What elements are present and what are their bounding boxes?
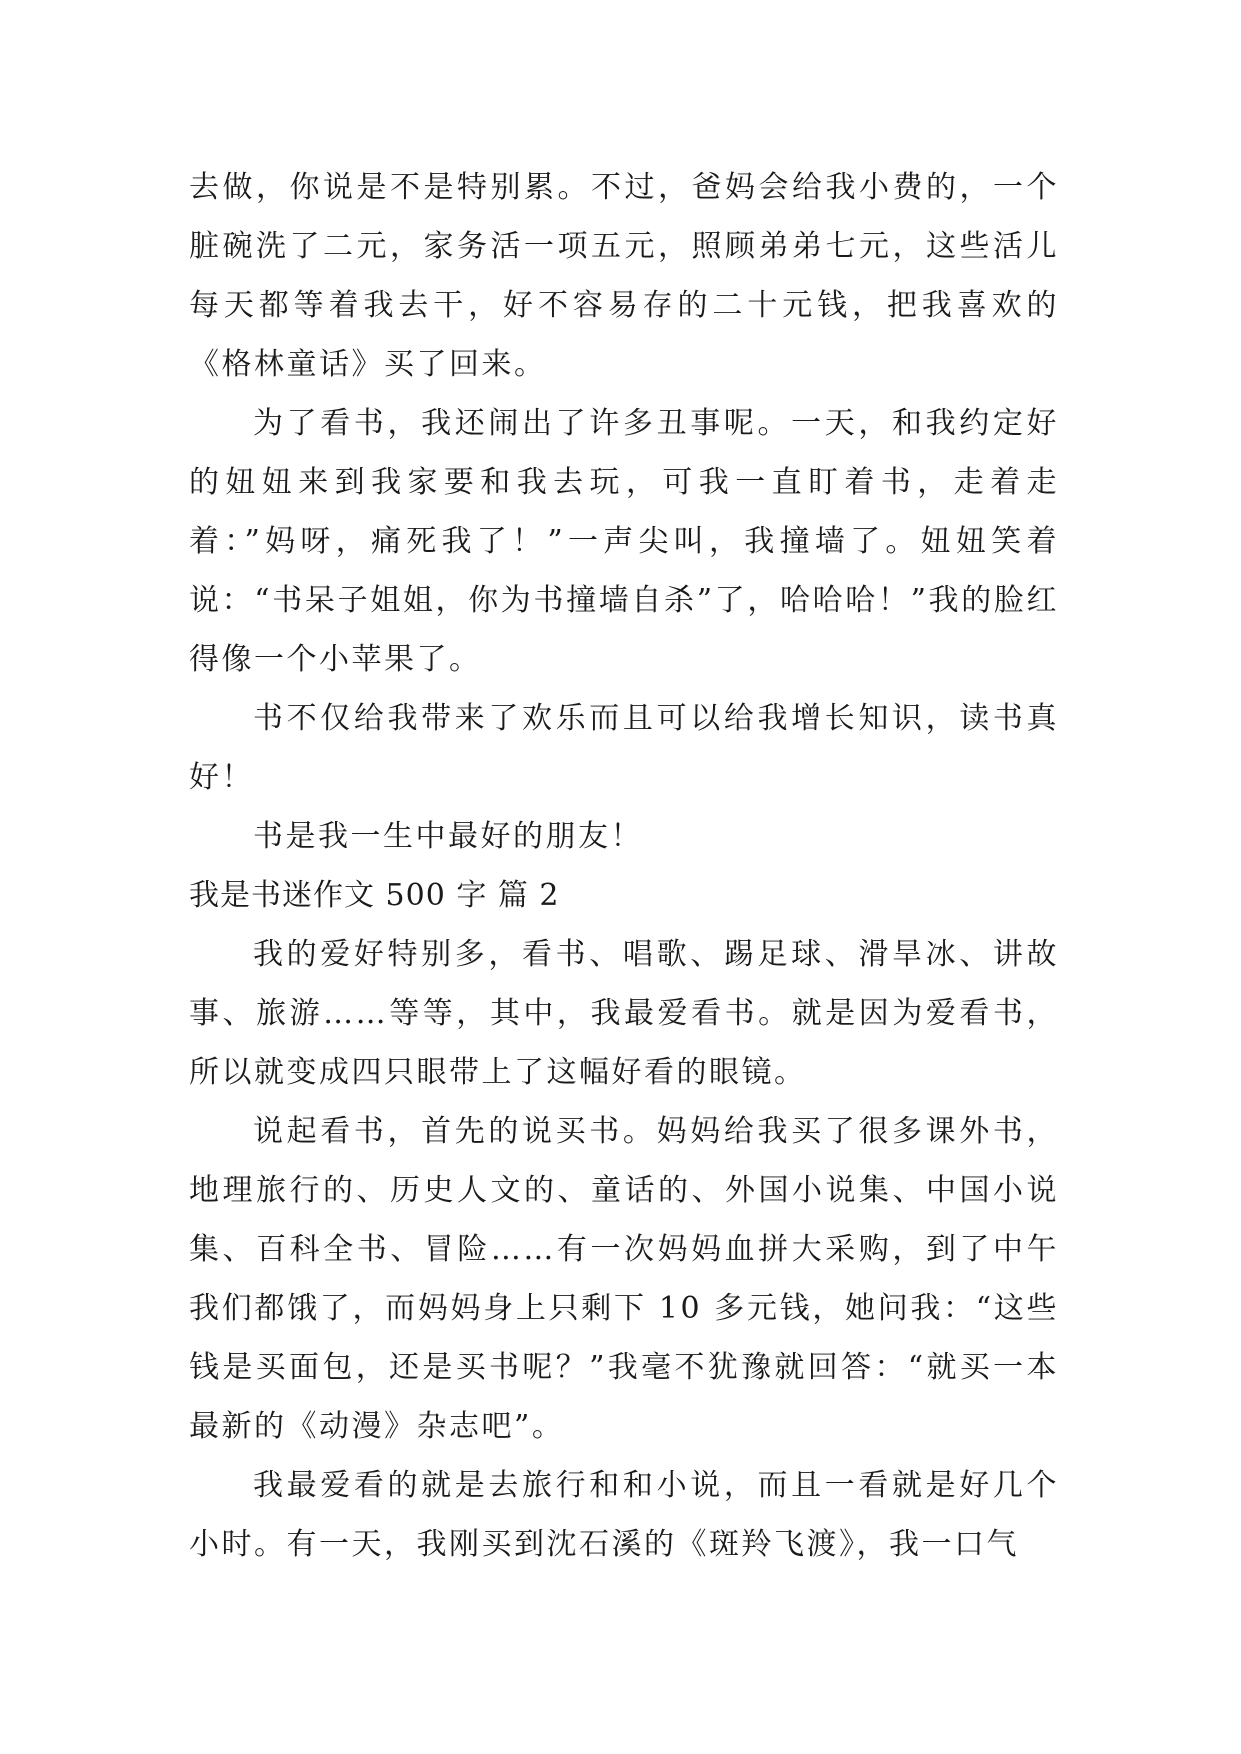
document-body: [189, 158, 1059, 1574]
paragraph-5: 我的爱好特别多，看书、唱歌、踢足球、滑旱冰、讲故事、旅游……等等，其中，我最爱看书。就是因为爱看书，所以就变成四只眼带上了这幅好看的眼镜。: [189, 937, 1059, 1090]
section-title: 我是书迷作文 500 字 篇 2: [189, 878, 560, 913]
paragraph-6: 说起看书，首先的说买书。妈妈给我买了很多课外书，地理旅行的、历史人文的、童话的、外国小说集、中国小说集、百科全书、冒险……有一次妈妈血拼大采购，到了中午我们都饿了，而妈妈身上只剩下 10 多元钱，她问我：“这些钱是买面包，还是买书呢？”我毫不犹豫就回答：“就买一本最新的《动漫》杂志吧”。: [189, 1114, 1059, 1444]
paragraph-2: 为了看书，我还闹出了许多丑事呢。一天，和我约定好的妞妞来到我家要和我去玩，可我一直盯着书，走着走着：”妈呀，痛死我了！”一声尖叫，我撞墙了。妞妞笑着说：“书呆子姐姐，你为书撞墙自杀”了，哈哈哈！”我的脸红得像一个小苹果了。: [189, 406, 1059, 677]
paragraph-4: 书是我一生中最好的朋友！: [253, 819, 643, 854]
paragraph-1: 去做，你说是不是特别累。不过，爸妈会给我小费的，一个脏碗洗了二元，家务活一项五元，照顾弟弟七元，这些活儿每天都等着我去干，好不容易存的二十元钱，把我喜欢的《格林童话》买了回来。: [189, 170, 1059, 382]
paragraph-7: 我最爱看的就是去旅行和和小说，而且一看就是好几个小时。有一天，我刚买到沈石溪的《斑羚飞渡》，我一口气: [189, 1468, 1059, 1562]
paragraph-3: 书不仅给我带来了欢乐而且可以给我增长知识，读书真好！: [189, 701, 1059, 795]
